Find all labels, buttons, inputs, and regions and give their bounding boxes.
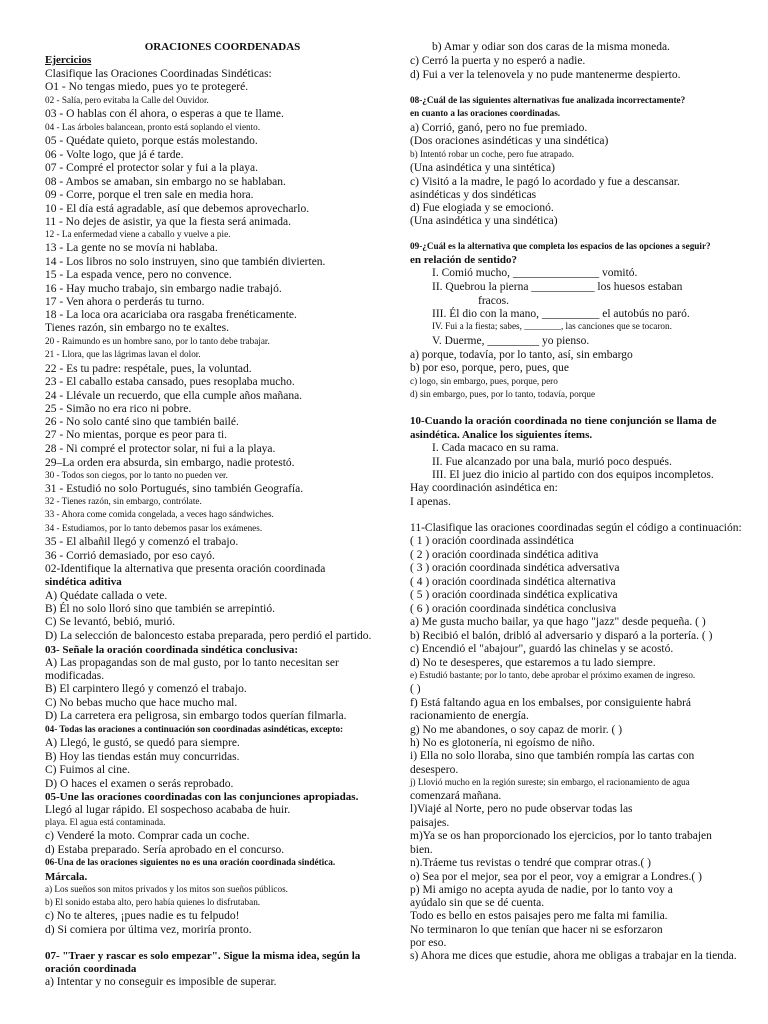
- left-text-line: ORACIONES COORDENADAS: [144, 41, 301, 53]
- right-text-line: b) por eso, porque, pero, pues, que: [410, 362, 570, 374]
- right-text-line: m)Ya se os han proporcionado los ejercicios, por lo tanto trabajen: [410, 830, 712, 842]
- right-text-line: II. Fue alcanzado por una bala, murió poco después.: [432, 456, 672, 468]
- right-text-line: a) Me gusta mucho bailar, ya que hago "jazz" desde pequeña. ( ): [410, 616, 706, 628]
- left-text-line: 07- "Traer y rascar es solo empezar". Sigue la misma idea, según la: [45, 950, 361, 962]
- left-text-line: 05 - Quédate quieto, porque estás molestando.: [45, 135, 258, 147]
- right-text-line: p) Mi amigo no acepta ayuda de nadie, por lo tanto voy a: [410, 884, 673, 896]
- left-text-line: playa. El agua está contaminada.: [45, 817, 166, 827]
- right-text-line: ( 2 ) oración coordinada sindética aditiva: [410, 549, 599, 561]
- right-text-line: 09-¿Cuál es la alternativa que completa los espacios de las opciones a seguir?: [410, 241, 711, 251]
- left-text-line: Llegó al lugar rápido. El sospechoso acababa de huir.: [45, 804, 291, 816]
- right-text-line: IV. Fui a la fiesta; sabes, ________, las canciones que se tocaron.: [432, 321, 672, 331]
- left-text-line: a) Los sueños son mitos privados y los mitos son sueños públicos.: [45, 884, 288, 894]
- left-text-line: O1 - No tengas miedo, pues yo te protegeré.: [45, 81, 249, 93]
- left-text-line: 17 - Ven ahora o perderás tu turno.: [45, 296, 205, 308]
- left-text-line: 06 - Volte logo, que já é tarde.: [45, 149, 184, 161]
- left-text-line: Márcala.: [45, 871, 88, 883]
- left-text-line: 02 - Salía, pero evitaba la Calle del Ouvidor.: [45, 95, 209, 105]
- right-text-line: en cuanto a las oraciones coordinadas.: [410, 108, 561, 118]
- right-text-line: I. Comió mucho, _______________ vomitó.: [432, 267, 638, 279]
- right-text-line: c) Encendió el "abajour", guardó las chinelas y se acostó.: [410, 643, 674, 655]
- right-text-line: d) Fue elogiada y se emocionó.: [410, 202, 554, 214]
- left-text-line: 02-Identifique la alternativa que presenta oración coordinada: [45, 563, 326, 575]
- right-text-line: s) Ahora me dices que estudie, ahora me obligas a trabajar en la tienda.: [410, 950, 737, 962]
- left-text-line: 31 - Estudió no solo Portugués, sino también Geografía.: [45, 483, 304, 495]
- left-text-line: d) Si comiera por última vez, moriría pronto.: [45, 924, 252, 936]
- left-text-line: 15 - La espada vence, pero no convence.: [45, 269, 232, 281]
- left-text-line: 10 - El día está agradable, así que debemos aprovecharlo.: [45, 203, 310, 215]
- right-text-line: ayúdalo sin que se dé cuenta.: [410, 897, 545, 909]
- left-text-line: 33 - Ahora come comida congelada, a veces hago sándwiches.: [45, 509, 274, 519]
- left-text-line: 08 - Ambos se amaban, sin embargo no se hablaban.: [45, 176, 286, 188]
- left-text-line: a) Intentar y no conseguir es imposible de superar.: [45, 976, 277, 988]
- left-text-line: 04 - Las árboles balancean, pronto está soplando el viento.: [45, 122, 261, 132]
- left-text-line: 03- Señale la oración coordinada sindética conclusiva:: [45, 644, 298, 656]
- right-text-line: 08-¿Cuál de las siguientes alternativas fue analizada incorrectamente?: [410, 95, 686, 105]
- right-text-line: (Dos oraciones asindéticas y una sindética): [410, 135, 609, 147]
- right-text-line: l)Viajé al Norte, pero no pude observar todas las: [410, 803, 633, 815]
- left-text-line: 22 - Es tu padre: respétale, pues, la voluntad.: [45, 363, 252, 375]
- left-text-line: D) La selección de baloncesto estaba preparada, pero perdió el partido.: [45, 630, 372, 642]
- left-text-line: oración coordinada: [45, 963, 137, 975]
- right-text-line: desespero.: [410, 764, 459, 776]
- left-text-line: 18 - La loca ora acariciaba ora rasgaba frenéticamente.: [45, 309, 297, 321]
- right-text-line: racionamiento de energía.: [410, 710, 529, 722]
- right-text-line: a) Corrió, ganó, pero no fue premiado.: [410, 122, 588, 134]
- right-text-line: o) Sea por el mejor, sea por el peor, voy a emigrar a Londres.( ): [410, 871, 702, 883]
- left-text-line: 29–La orden era absurda, sin embargo, nadie protestó.: [45, 457, 295, 469]
- right-text-line: 10-Cuando la oración coordinada no tiene conjunción se llama de: [410, 415, 717, 427]
- right-text-line: d) Fui a ver la telenovela y no pude mantenerme despierto.: [410, 69, 681, 81]
- right-text-line: a) porque, todavía, por lo tanto, así, sin embargo: [410, 349, 633, 361]
- left-text-line: 05-Une las oraciones coordinadas con las conjunciones apropiadas.: [45, 791, 359, 803]
- right-text-line: ( 6 ) oración coordinada sindética conclusiva: [410, 603, 617, 615]
- left-text-line: d) Estaba preparado. Sería aprobado en el concurso.: [45, 844, 285, 856]
- right-text-line: b) Amar y odiar son dos caras de la misma moneda.: [432, 41, 670, 53]
- right-text-line: i) Ella no solo lloraba, sino que también rompía las cartas con: [410, 750, 695, 762]
- right-text-line: III. El juez dio inicio al partido con dos equipos incompletos.: [432, 469, 714, 481]
- right-text-line: comenzará mañana.: [410, 790, 502, 802]
- left-text-line: 34 - Estudiamos, por lo tanto debemos pasar los exámenes.: [45, 523, 263, 533]
- right-text-line: ( ): [410, 683, 421, 695]
- left-text-line: A) Las propagandas son de mal gusto, por lo tanto necesitan ser: [45, 657, 339, 669]
- left-text-line: c) Venderé la moto. Comprar cada un coche.: [45, 830, 250, 842]
- left-text-line: C) Fuimos al cine.: [45, 764, 130, 776]
- right-text-line: ( 4 ) oración coordinada sindética alternativa: [410, 576, 616, 588]
- left-text-line: 28 - Ni compré el protector solar, ni fui a la playa.: [45, 443, 276, 455]
- right-text-line: h) No es glotonería, ni egoísmo de niño.: [410, 737, 595, 749]
- left-text-line: 12 - La enfermedad viene a caballo y vuelve a pie.: [45, 229, 231, 239]
- left-text-line: 11 - No dejes de asistir, ya que la fiesta será animada.: [45, 216, 291, 228]
- right-text-line: n).Tráeme tus revistas o tendré que comprar otras.( ): [410, 857, 652, 869]
- right-text-line: paisajes.: [410, 817, 450, 829]
- left-text-line: A) Quédate callada o vete.: [45, 590, 168, 602]
- right-text-line: asindéticas y dos sindéticas: [410, 189, 537, 201]
- right-text-line: b) Intentó robar un coche, pero fue atrapado.: [410, 149, 575, 159]
- left-text-line: 03 - O hablas con él ahora, o esperas a que te llame.: [45, 108, 284, 120]
- right-text-line: c) logo, sin embargo, pues, porque, pero: [410, 376, 558, 386]
- left-text-line: Ejercicios: [45, 54, 92, 66]
- right-text-line: c) Visitó a la madre, le pagó lo acordado y fue a descansar.: [410, 176, 680, 188]
- left-text-line: modificadas.: [45, 670, 105, 682]
- right-text-line: 11-Clasifique las oraciones coordinadas según el código a continuación:: [410, 522, 742, 534]
- left-text-line: C) Se levantó, bebió, murió.: [45, 616, 175, 628]
- left-text-line: 24 - Llévale un recuerdo, que ella cumple años mañana.: [45, 390, 303, 402]
- left-text-line: b) El sonido estaba alto, pero había quienes lo disfrutaban.: [45, 897, 261, 907]
- right-text-line: d) No te desesperes, que estaremos a tu lado siempre.: [410, 657, 656, 669]
- right-text-line: f) Está faltando agua en los embalses, por consiguiente habrá: [410, 697, 692, 709]
- left-text-line: 04- Todas las oraciones a continuación son coordinadas asindéticas, excepto:: [45, 724, 344, 734]
- right-text-line: I. Cada macaco en su rama.: [432, 442, 559, 454]
- left-text-line: sindética aditiva: [45, 576, 122, 588]
- right-text-line: I apenas.: [410, 496, 451, 508]
- left-text-line: 23 - El caballo estaba cansado, pues resoplaba mucho.: [45, 376, 295, 388]
- left-text-line: 13 - La gente no se movía ni hablaba.: [45, 242, 218, 254]
- left-text-line: Tienes razón, sin embargo no te exaltes.: [45, 322, 229, 334]
- right-text-line: por eso.: [410, 937, 447, 949]
- right-text-line: b) Recibió el balón, dribló al adversario y disparó a la portería. ( ): [410, 630, 713, 642]
- right-text-line: V. Duerme, _________ yo pienso.: [432, 335, 590, 347]
- left-text-line: 26 - No solo canté sino que también bailé.: [45, 416, 239, 428]
- left-text-line: 14 - Los libros no solo instruyen, sino que también divierten.: [45, 256, 326, 268]
- right-text-line: asindética. Analice los siguientes ítems.: [410, 429, 593, 441]
- left-text-line: Clasifique las Oraciones Coordinadas Sindéticas:: [45, 68, 272, 80]
- left-text-line: 36 - Corrió demasiado, por eso cayó.: [45, 550, 215, 562]
- left-text-line: D) O haces el examen o serás reprobado.: [45, 778, 234, 790]
- right-text-line: No terminaron lo que tenían que hacer ni se esforzaron: [410, 924, 663, 936]
- right-text-line: bien.: [410, 844, 433, 856]
- left-text-line: 16 - Hay mucho trabajo, sin embargo nadie trabajó.: [45, 283, 282, 295]
- right-text-line: III. Él dio con la mano, __________ el autobús no paró.: [432, 308, 690, 320]
- left-text-line: 27 - No mientas, porque es peor para ti.: [45, 429, 228, 441]
- left-text-line: 35 - El albañil llegó y comenzó el trabajo.: [45, 536, 239, 548]
- right-text-line: (Una asindética y una sintética): [410, 162, 555, 174]
- right-text-line: ( 1 ) oración coordinada assindética: [410, 535, 574, 547]
- right-text-line: ( 5 ) oración coordinada sindética explicativa: [410, 589, 618, 601]
- left-text-line: 32 - Tienes razón, sin embargo, contrólate.: [45, 496, 202, 506]
- right-text-line: en relación de sentido?: [410, 254, 518, 266]
- right-text-line: (Una asindética y una sindética): [410, 215, 558, 227]
- left-text-line: B) Hoy las tiendas están muy concurridas.: [45, 751, 240, 763]
- right-text-line: Todo es bello en estos paisajes pero me falta mi familia.: [410, 910, 668, 922]
- left-text-line: B) El carpintero llegó y comenzó el trabajo.: [45, 683, 247, 695]
- left-text-line: 06-Una de las oraciones siguientes no es una oración coordinada sindética.: [45, 857, 336, 867]
- left-text-line: 21 - Llora, que las lágrimas lavan el dolor.: [45, 349, 201, 359]
- right-text-line: fracos.: [478, 295, 509, 307]
- left-text-line: c) No te alteres, ¡pues nadie es tu felpudo!: [45, 910, 240, 922]
- right-text-line: ( 3 ) oración coordinada sindética adversativa: [410, 562, 620, 574]
- right-text-line: j) Llovió mucho en la región sureste; sin embargo, el racionamiento de agua: [410, 777, 690, 787]
- left-text-line: D) La carretera era peligrosa, sin embargo todos querían filmarla.: [45, 710, 347, 722]
- right-text-line: d) sin embargo, pues, por lo tanto, todavía, porque: [410, 389, 596, 399]
- left-text-line: 30 - Todos son ciegos, por lo tanto no pueden ver.: [45, 470, 228, 480]
- left-text-line: C) No bebas mucho que hace mucho mal.: [45, 697, 238, 709]
- right-text-line: II. Quebrou la pierna ___________ los huesos estaban: [432, 281, 683, 293]
- left-text-line: 20 - Raimundo es un hombre sano, por lo tanto debe trabajar.: [45, 336, 270, 346]
- right-text-line: g) No me abandones, o soy capaz de morir. ( ): [410, 724, 623, 736]
- right-text-line: c) Cerró la puerta y no esperó a nadie.: [410, 55, 586, 67]
- right-text-line: Hay coordinación asindética en:: [410, 482, 558, 494]
- left-text-line: 25 - Simão no era rico ni pobre.: [45, 403, 192, 415]
- left-text-line: 09 - Corre, porque el tren sale en media hora.: [45, 189, 254, 201]
- left-text-line: 07 - Compré el protector solar y fui a la playa.: [45, 162, 258, 174]
- left-text-line: B) Él no solo lloró sino que también se arrepintió.: [45, 603, 275, 615]
- left-text-line: A) Llegó, le gustó, se quedó para siempre.: [45, 737, 240, 749]
- right-text-line: e) Estudió bastante; por lo tanto, debe aprobar el próximo examen de ingreso.: [410, 670, 696, 680]
